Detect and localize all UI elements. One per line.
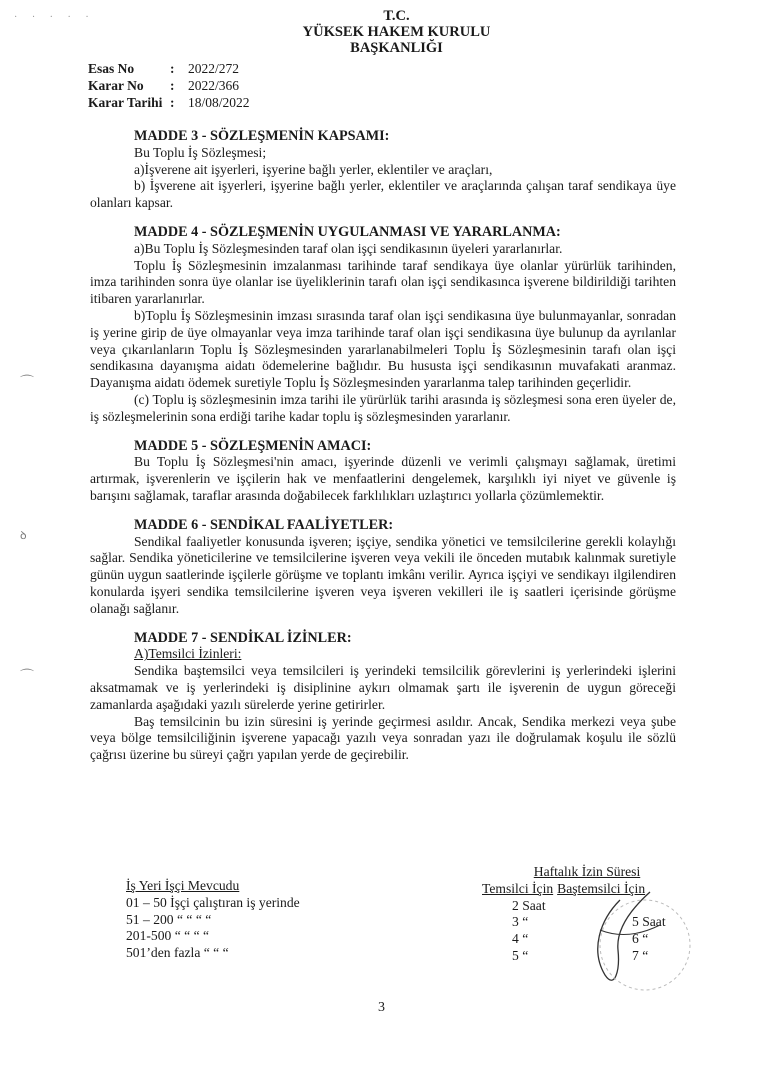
workforce-row: 501’den fazla “ “ “ <box>126 945 229 961</box>
head-rep-hours: 7 “ <box>632 947 649 963</box>
workforce-row: 01 – 50 İşçi çalıştıran iş yerinde <box>126 894 300 910</box>
meta-row-esas <box>88 60 250 77</box>
scan-dots: · · · · · <box>14 12 95 23</box>
workforce-column <box>126 878 386 962</box>
rep-hours: 3 “ <box>512 914 529 930</box>
head-rep-column-header: Baştemsilci İçin <box>557 880 646 896</box>
article-3-p1: Bu Toplu İş Sözleşmesi; <box>134 144 267 160</box>
meta-label: Karar Tarihi <box>88 95 163 110</box>
article-7-p1: Sendika baştemsilci veya temsilcileri iş yerindeki temsilcilik görevlerini iş yerlerindeki işlerini aksatmamak ve iş yerlerindeki iş disiplinine aykırı olmamak şartı ile işverenin de uygun göreceği zamanlarda aşağıdaki yazılı sürelerde yerine getirirler. <box>90 663 676 712</box>
article-7-subheading: A)Temsilci İzinleri: <box>134 646 242 662</box>
meta-value: 2022/272 <box>188 61 240 76</box>
rep-hours: 5 “ <box>512 947 529 963</box>
workforce-header: İş Yeri İşçi Mevcudu <box>126 878 240 893</box>
article-3-heading: MADDE 3 - SÖZLEŞMENİN KAPSAMI: <box>134 128 390 144</box>
head-rep-hours: 6 “ <box>632 931 649 947</box>
article-4-p2: Toplu İş Sözleşmesinin imzalanması tarihinde taraf sendikaya üye olanlar yürürlük tarihinden, imza tarihinden sonra üye olanlar ise üyeliklerinin tarafı olan işçi sendikasınca işverene bildirildiği tarihten itibaren yararlanırlar. <box>90 257 676 307</box>
meta-colon: : <box>170 61 175 76</box>
signature-and-seal <box>560 880 700 1000</box>
document-body <box>90 128 676 764</box>
article-6-heading: MADDE 6 - SENDİKAL FAALİYETLER: <box>134 516 394 533</box>
weekly-leave-title: Haftalık İzin Süresi <box>533 864 641 879</box>
meta-colon: : <box>170 95 175 110</box>
header-line-1: T.C. <box>383 8 410 24</box>
case-meta <box>88 60 250 111</box>
meta-colon: : <box>170 78 175 93</box>
margin-mark: ⌒ <box>20 670 34 685</box>
margin-mark: ⌒ <box>20 376 34 391</box>
article-5-heading: MADDE 5 - SÖZLEŞMENİN AMACI: <box>134 437 372 454</box>
workforce-row: 201-500 “ “ “ “ <box>126 928 210 944</box>
page-number: 3 <box>378 1000 385 1015</box>
article-4-p1: a)Bu Toplu İş Sözleşmesinden taraf olan işçi sendikasının üyeleri yararlanırlar. <box>134 240 563 256</box>
meta-row-karar <box>88 77 250 94</box>
rep-hours: 2 Saat <box>512 897 546 913</box>
article-5-p1: Bu Toplu İş Sözleşmesi'nin amacı, işyerinde düzenli ve verimli çalışmayı sağlamak, üretimi artırmak, işverenlerin ve işçilerin hak ve menfaatlerini dengelemek, karşılıklı iyi niyet ve güvenle iş barışını sağlamak, taraflar arasında doğabilecek farklılıkları uzlaştırıcı yollarla çözümlemektir. <box>90 454 676 503</box>
meta-row-tarih <box>88 94 250 111</box>
article-4-heading: MADDE 4 - SÖZLEŞMENİN UYGULANMASI VE YARARLANMA: <box>134 223 561 240</box>
meta-value: 18/08/2022 <box>188 95 250 110</box>
document-header <box>0 8 763 56</box>
article-4-p3: b)Toplu İş Sözleşmesinin imzası sırasında taraf olan işçi sendikasına üye bulunmayanlar, sonradan iş yerine girip de üye olmayanlar veya imza tarihinde taraf olan işçi sendikasına üye bulunup da ayrılanlar veya çıkarılanların Toplu İş Sözleşmesinden yararlanabilmeleri Toplu İş Sözleşmesinin tarafı olan işçi sendikasına dayanışma aidatı ödemelerine bağlıdır. Bu hususta işçi sendikasının muvafakati aranmaz. Dayanışma aidatı ödemek suretiyle Toplu İş Sözleşmesinden yararlanma talep tarihinden geçerlidir. <box>90 307 676 391</box>
article-4-p4: (c) Toplu iş sözleşmesinin imza tarihi ile yürürlük tarihi arasında iş sözleşmesi sona eren üyeler de, iş sözleşmelerinin sona erdiği tarihe kadar toplu iş sözleşmesinden yararlanır. <box>90 391 676 424</box>
header-line-3: BAŞKANLIĞI <box>350 40 443 56</box>
workforce-row: 51 – 200 “ “ “ “ <box>126 911 212 927</box>
article-7-subheading-wrap <box>90 646 676 663</box>
meta-label: Esas No <box>88 61 135 76</box>
meta-label: Karar No <box>88 78 144 93</box>
article-7-heading: MADDE 7 - SENDİKAL İZİNLER: <box>134 629 352 646</box>
article-3-p2: a)İşverene ait işyerleri, işyerine bağlı yerler, eklentiler ve araçları, <box>134 161 493 177</box>
margin-initials: ꝺ <box>20 530 27 542</box>
article-6-p1: Sendikal faaliyetler konusunda işveren; işçiye, sendika yönetici ve temsilcilerine gerekli kolaylığı sağlar. Sendika yöneticilerine ve temsilcilerine işveren veya vekili ile önceden mutabık kalınmak suretiyle günün uygun saatlerinde işçilerle görüşme ve toplantı imkânı verilir. Ayrıca işçiyi ve sendikayı ilgilendiren konularda işyeri sendika temsilcilerine işveren veya işveren vekilleri ile iş saatleri içerisinde görüşme olanağı sağlanır. <box>90 533 676 616</box>
rep-column-header: Temsilci İçin <box>482 880 554 896</box>
header-line-2: YÜKSEK HAKEM KURULU <box>302 24 491 40</box>
rep-hours: 4 “ <box>512 931 529 947</box>
article-7-p2: Baş temsilcinin bu izin süresini iş yerinde geçirmesi asıldır. Ancak, Sendika merkezi veya şube veya bölge temsilciliğinin işverene yapacağı yazılı veya sonradan yazı ile doğrulamak koşulu ile sözlü çağrısı üzerine bu süreyi çağrı yapılan yerde de geçirebilir. <box>90 713 676 763</box>
article-3-p3: b) İşverene ait işyerleri, işyerine bağlı yerler, eklentiler ve araçlarında çalışan taraf sendikaya üye olanları kapsar. <box>90 178 676 211</box>
meta-value: 2022/366 <box>188 78 240 93</box>
head-rep-hours: 5 Saat <box>632 914 666 930</box>
